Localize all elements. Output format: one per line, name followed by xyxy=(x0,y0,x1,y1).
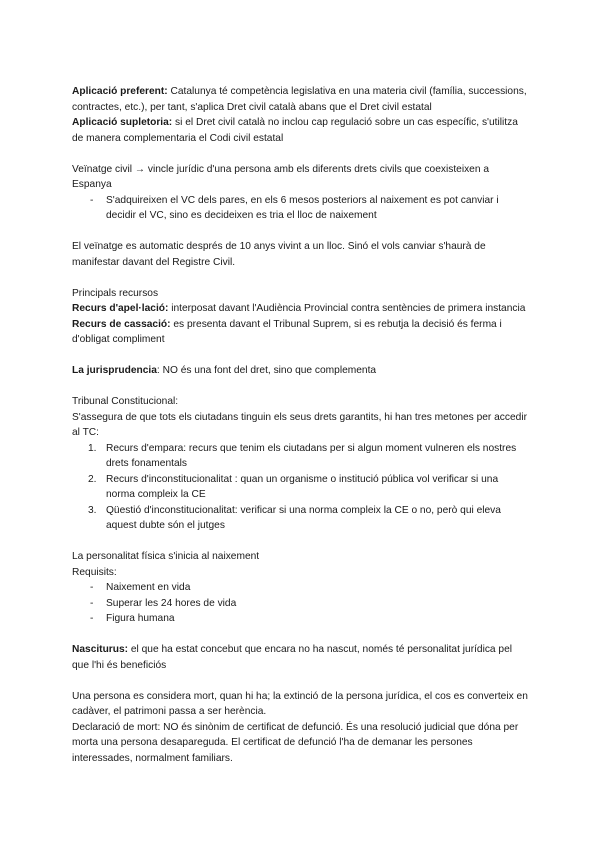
tribunal-list xyxy=(72,441,528,534)
paragraph-veinatge: Veïnatge civil → vincle jurídic d'una persona amb els diferents drets civils que coexisteixen a Espanya xyxy=(72,163,490,190)
text-recurs-cassacio: es presenta davant el Tribunal Suprem, si es rebutja la decisió és ferma i d'obligat compliment xyxy=(72,318,502,345)
spacer xyxy=(72,224,528,240)
term-jurisprudencia: La jurisprudencia xyxy=(72,365,157,376)
term-aplicacio-supletoria: Aplicació supletoria: xyxy=(72,117,173,128)
list-item: - Superar les 24 hores de vida xyxy=(72,596,528,612)
paragraph-recurs-cassacio xyxy=(72,317,528,348)
list-number: 2. xyxy=(88,473,97,485)
term-nasciturus: Nasciturus: xyxy=(72,644,129,655)
heading-tribunal-constitucional: Tribunal Constitucional: xyxy=(72,396,179,407)
paragraph-nasciturus xyxy=(72,642,528,673)
spacer xyxy=(72,534,528,550)
heading-requisits: Requisits: xyxy=(72,566,117,578)
paragraph-aplicacio-preferent xyxy=(72,84,528,115)
text-aplicacio-supletoria: si el Dret civil català no inclou cap regulació sobre un cas específic, s'utilitza de manera complementaria el Codi civil estatal xyxy=(72,117,518,144)
list-item: - Naixement en vida xyxy=(72,580,528,596)
paragraph-veinatge-automatic: El veïnatge es automatic després de 10 anys vivint a un lloc. Sinó el vols canviar s'haurà de manifestar davant del Registre Civil. xyxy=(72,241,486,268)
heading-recursos: Principals recursos xyxy=(72,287,159,299)
text-nasciturus: el que ha estat concebut que encara no ha nascut, només té personalitat jurídica pel que l'hi és beneficiós xyxy=(72,644,513,671)
spacer xyxy=(72,348,528,364)
paragraph-recurs-apelacio xyxy=(72,301,528,317)
list-item xyxy=(72,472,528,503)
paragraph-tribunal-intro: S'assegura de que tots els ciutadans tinguin els seus drets garantits, hi han tres metones per accedir al TC: xyxy=(72,411,527,438)
list-item-text: Recurs d'empara: recurs que tenim els ciutadans per si algun moment vulneren els nostres drets fonamentals xyxy=(106,442,517,469)
list-item: - S'adquireixen el VC dels pares, en els 6 mesos posteriors al naixement es pot canviar i decidir el VC, sino es decideixen es tria el lloc de naixement xyxy=(72,193,528,224)
list-item xyxy=(72,503,528,534)
spacer xyxy=(72,673,528,689)
text-jurisprudencia: : NO és una font del dret, sino que complementa xyxy=(156,365,377,376)
list-number: 1. xyxy=(88,442,97,454)
list-item-text: Qüestió d'inconstitucionalitat: verificar si una norma compleix la CE o no, però qui eleva aquest dubte són el jutges xyxy=(106,504,501,531)
list-item-text: Recurs d'inconstitucionalitat : quan un organisme o institució pública vol verificar si una norma compleix la CE xyxy=(106,473,499,500)
spacer xyxy=(72,146,528,162)
spacer xyxy=(72,627,528,643)
term-recurs-cassacio: Recurs de cassació: xyxy=(72,318,171,330)
term-aplicacio-preferent: Aplicació preferent: xyxy=(72,86,168,97)
list-number: 3. xyxy=(88,504,97,516)
term-recurs-apelacio: Recurs d'apel·lació: xyxy=(72,303,169,314)
spacer xyxy=(72,379,528,395)
paragraph-mort: Una persona es considera mort, quan hi ha; la extinció de la persona jurídica, el cos es converteix en cadàver, el patrimoni passa a ser herència. xyxy=(72,690,528,717)
paragraph-declaracio-mort: Declaració de mort: NO és sinònim de certificat de defunció. És una resolució judicial que dóna per morta una persona desapareguda. El certificat de defunció l'ha de demanar les persones interessades, normalment familiars. xyxy=(72,721,519,764)
paragraph-aplicacio-supletoria xyxy=(72,115,528,146)
document-body xyxy=(72,84,528,766)
text-aplicacio-preferent: Catalunya té competència legislativa en una materia civil (família, successions, contractes, etc.), per tant, s'aplica Dret civil català abans que el Dret civil estatal xyxy=(72,86,527,113)
list-item: - Figura humana xyxy=(72,611,528,627)
veinatge-list xyxy=(72,193,528,224)
spacer xyxy=(72,270,528,286)
text-recurs-apelacio: interposat davant l'Audiència Provincial contra sentències de primera instancia xyxy=(168,303,526,314)
requisits-list xyxy=(72,580,528,627)
heading-personalitat: La personalitat física s'inicia al naixement xyxy=(72,551,260,562)
paragraph-jurisprudencia xyxy=(72,363,528,379)
list-item xyxy=(72,441,528,472)
